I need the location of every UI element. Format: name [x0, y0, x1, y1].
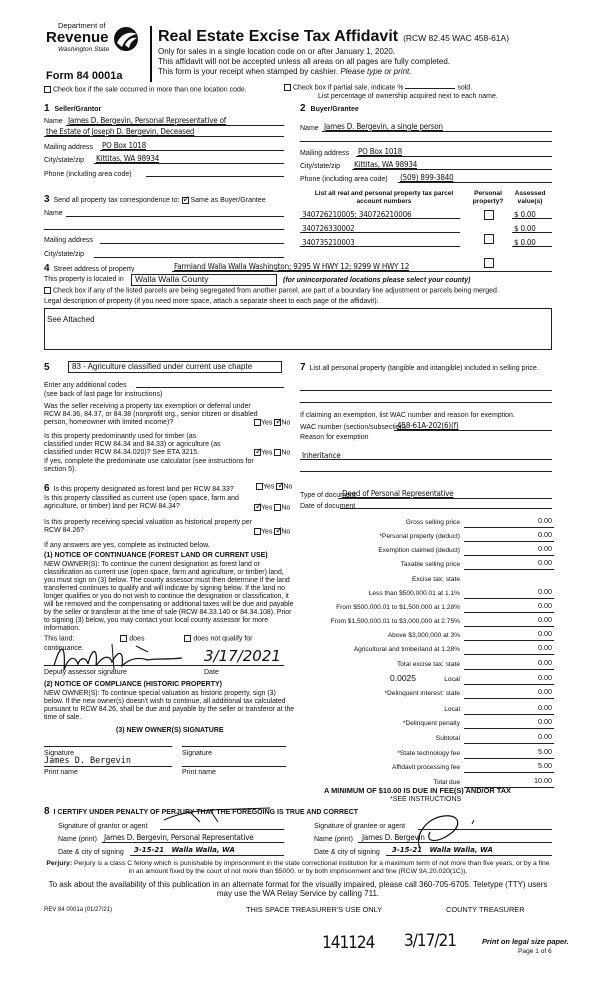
timber-note: If yes, complete the predominate use calculator (see instructions for section 5).: [44, 458, 254, 474]
multi-location-check-row: [44, 86, 247, 94]
wac-value[interactable]: 458-61A-202(6)(f): [397, 421, 459, 430]
dor-swoosh-icon: [109, 25, 143, 53]
seller-num: 1: [44, 103, 50, 114]
does-not-label: does not qualify for: [193, 635, 253, 643]
no-label: No: [283, 483, 293, 491]
partial-sale-label-a: Check box if partial sale, indicate %: [292, 84, 404, 92]
additional-codes-label: Enter any additional codes: [44, 382, 127, 389]
tax-row-value[interactable]: 0.00: [538, 732, 552, 741]
doc-type-value[interactable]: Deed of Personal Representative: [342, 489, 454, 498]
subtitle-2: This affidavit will not be accepted unless all areas on all pages are fully completed.: [158, 57, 451, 66]
seller-title: Seller/Grantor: [54, 106, 102, 113]
same-as-buyer-label: Same as Buyer/Grantee: [190, 197, 266, 204]
forest-question: Is this property designated as forest land per RCW 84.33?: [53, 486, 234, 493]
yes-label: Yes: [261, 504, 273, 512]
title-block: [158, 28, 509, 46]
correspondence-row: [44, 194, 266, 206]
corr-name-field[interactable]: [66, 208, 284, 217]
section7-label: List all personal property (tangible and intangible) included in selling price.: [309, 365, 539, 372]
exemption-no-checkbox[interactable]: [274, 419, 281, 426]
seller-name-line2[interactable]: the Estate of Joseph D. Bergevin, Deceased: [46, 127, 195, 136]
tax-row-label: Gross selling price: [405, 519, 460, 526]
legal-description-field[interactable]: See Attached: [44, 308, 552, 350]
assessor-sig-label: Deputy assessor signature: [44, 669, 127, 676]
form-number: Form 84 0001a: [46, 70, 123, 82]
doc-type-label: Type of document: [300, 492, 356, 499]
owner-print-value[interactable]: James D. Bergevin: [44, 756, 131, 766]
tax-row-label: Local: [444, 706, 460, 713]
buyer-name-value[interactable]: James D. Bergevin, a single person: [324, 122, 443, 131]
seller-city-label: City/state/zip: [44, 157, 85, 164]
tax-row-value[interactable]: 0.00: [538, 687, 552, 696]
subtitle-1: Only for sales in a single location code on or after January 1, 2020.: [158, 47, 396, 56]
yes-label: Yes: [261, 449, 273, 457]
tax-row-label: Local: [444, 676, 460, 683]
multi-location-checkbox[interactable]: [44, 86, 51, 93]
parcels-col3-header: Assessed value(s): [514, 190, 546, 205]
buyer-phone-label: Phone (including area code): [300, 176, 388, 183]
timber-question: Is this property predominantly used for timber (as classified under RCW 84.34 and 84.33) or agriculture (as classified under RCW 84.34.020)? See ETA 3215.: [44, 433, 221, 457]
forest-no-checkbox[interactable]: [276, 483, 283, 490]
multi-location-label: Check box if the sale occurred in more than one location code.: [52, 86, 247, 94]
partial-sale-check-row: [284, 84, 472, 92]
certify-label: I CERTIFY UNDER PENALTY OF PERJURY THAT THE FOREGOING IS TRUE AND CORRECT: [53, 809, 359, 816]
parcel-number[interactable]: 340726330002: [302, 224, 355, 233]
this-land-label: This land:: [44, 635, 75, 643]
partial-sale-percent-field[interactable]: [405, 88, 455, 89]
no-label: No: [281, 419, 291, 427]
exemption-yes-no: [254, 419, 290, 427]
owner2-signature-label: Signature: [182, 750, 212, 757]
historic-yes-checkbox[interactable]: [254, 528, 261, 535]
forest-row: [44, 483, 234, 495]
continuance-label: continuance.: [44, 645, 84, 652]
doc-date-label: Date of document: [300, 503, 356, 510]
boundary-label: Check box if any of the listed parcels are being segregated from another parcel, are part of a boundary line adjustment or parcels being merged.: [52, 287, 499, 295]
personal-property-checkbox[interactable]: [484, 210, 494, 220]
buyer-name-label: Name: [300, 125, 319, 132]
assessor-date[interactable]: 3/17/2021: [204, 647, 281, 665]
buyer-city-value[interactable]: Kittitas, WA 98934: [354, 160, 418, 169]
seller-mailing-value[interactable]: PO Box 1018: [102, 141, 147, 150]
tax-row-label: Above $3,000,000 at 3%: [387, 632, 460, 639]
boundary-row: [44, 287, 499, 295]
grantee-sig-label: Signature of grantee or agent: [314, 823, 406, 830]
timber-yes-checkbox[interactable]: [254, 449, 261, 456]
tax-row-label: Subtotal: [435, 735, 460, 742]
local-rate-value[interactable]: 0.0025: [390, 673, 416, 683]
grantor-date-city-value[interactable]: 3-15-21 Walla Walla, WA: [134, 846, 235, 854]
if-yes-note: If any answers are yes, complete as instructed below.: [44, 542, 210, 549]
boundary-checkbox[interactable]: [44, 287, 51, 294]
reason-label: Reason for exemption: [300, 434, 369, 441]
tax-row-label: Excise tax: state: [411, 576, 460, 583]
current-use-no-checkbox[interactable]: [274, 504, 281, 511]
see-back-label: (see back of last page for instructions): [44, 391, 163, 398]
tax-row-value[interactable]: 10.00: [534, 776, 552, 785]
tax-row-value[interactable]: 0.00: [538, 658, 552, 667]
historic-yes-no: [254, 528, 290, 536]
does-label: does: [129, 635, 145, 643]
buyer-phone-value[interactable]: (509) 899-3840: [400, 173, 454, 182]
tax-row-value[interactable]: 0.00: [538, 516, 552, 525]
tax-row-label: Affidavit processing fee: [391, 764, 460, 771]
owner2-signature-line[interactable]: [182, 745, 286, 747]
tax-row-value[interactable]: 5.00: [538, 747, 552, 756]
grantee-date-city-value[interactable]: 3-15-21 Walla Walla, WA: [392, 846, 493, 854]
personal-property-checkbox[interactable]: [484, 234, 494, 244]
timber-no-checkbox[interactable]: [274, 449, 281, 456]
current-use-yes-no: [254, 504, 290, 512]
assessed-value[interactable]: $ 0.00: [514, 238, 536, 247]
treasurer-receipt-date: 3/17/21: [404, 931, 456, 951]
personal-property-field[interactable]: [300, 383, 552, 391]
partial-sale-label-b: sold.: [457, 84, 473, 92]
yes-label: Yes: [261, 419, 273, 427]
section7-heading: [300, 362, 552, 374]
wac-label: WAC number (section/subsection): [300, 424, 406, 431]
seller-name-label: Name: [44, 118, 63, 125]
parcels-col2-header: Personal property?: [472, 190, 504, 205]
timber-yes-no: [254, 449, 290, 457]
tax-row-label: *Delinquent penalty: [402, 720, 460, 727]
buyer-heading: [300, 103, 359, 115]
grantor-print-value[interactable]: James D. Bergevin, Personal Representative: [104, 833, 254, 842]
new-owner-title: (3) NEW OWNER(S) SIGNATURE: [116, 727, 224, 734]
header-divider: [150, 26, 152, 82]
no-label: No: [281, 449, 291, 457]
tax-row-label: Less than $500,000.01 at 1.1%: [368, 590, 460, 597]
tax-row-label: *Delinquent interest: state: [384, 690, 460, 697]
buyer-mailing-value[interactable]: PO Box 1018: [358, 147, 403, 156]
county-select[interactable]: Walla Walla County: [131, 274, 277, 286]
property-num: 4: [44, 263, 50, 274]
rev-number: REV 84 0001a (01/27/21): [44, 907, 113, 913]
seller-city-value[interactable]: Kittitas, WA 98934: [96, 154, 160, 163]
seller-phone-field[interactable]: [146, 170, 284, 177]
street-label: Street address of property: [53, 266, 135, 273]
exemption-question: Was the seller receiving a property tax exemption or deferral under RCW 84.36, 84.37, or 84.38 (nonprofit org., senior citizen or disabled person, homeowner with limited income)?: [44, 403, 258, 427]
tax-row-label: Total due: [433, 779, 460, 786]
county-treasurer: COUNTY TREASURER: [446, 905, 525, 914]
assessed-value[interactable]: $ 0.00: [514, 210, 536, 219]
perjury-text: Perjury is a class C felony which is punishable by imprisonment in the state correctional institution for a maximum term of not more than five years, or by a fine in an amount fixed by the court of not more than $5000, or by both imprisonment and fine (RCW 9A.20.020(1C)).: [73, 860, 550, 875]
yes-label: Yes: [263, 483, 275, 491]
legal-label: Legal description of property (if you need more space, attach a separate sheet to each page of the affidavit).: [44, 298, 379, 305]
section5-num: 5: [44, 362, 50, 373]
perjury-label: Perjury:: [46, 860, 73, 867]
corr-city-field[interactable]: [94, 249, 284, 258]
partial-sale-checkbox[interactable]: [284, 84, 291, 91]
tax-row-label: *State technology fee: [397, 750, 460, 757]
minimum-due-note: A MINIMUM OF $10.00 IS DUE IN FEE(S) AND/OR TAX: [324, 786, 511, 795]
dor-logo: [44, 22, 144, 70]
assessed-value[interactable]: $ 0.00: [514, 224, 536, 233]
grantor-signature: [160, 806, 280, 824]
seller-phone-label: Phone (including area code): [44, 171, 132, 178]
tax-row-value[interactable]: 0.00: [538, 530, 552, 539]
seller-mailing-label: Mailing address: [44, 144, 94, 151]
legal-paper-note: Print on legal size paper.: [482, 937, 569, 946]
no-label: No: [281, 528, 291, 536]
parcel-number[interactable]: 340735210003: [302, 238, 355, 247]
tax-row-value[interactable]: 5.00: [538, 761, 552, 770]
seller-name-line1[interactable]: James D. Bergevin, Personal Representative of: [68, 116, 227, 125]
owner2-print-label: Print name: [182, 769, 216, 776]
corr-city-label: City/state/zip: [44, 251, 85, 258]
grantor-date-city-label: Date & city of signing: [58, 849, 124, 856]
perjury-note: [44, 860, 552, 876]
buyer-city-label: City/state/zip: [300, 163, 341, 170]
subtitle-3: [158, 67, 411, 76]
subtitle-3a: This form is your receipt when stamped by cashier.: [158, 67, 339, 76]
tax-row-label: From $500,000.01 to $1,500,000 at 1.28%: [336, 604, 460, 611]
current-use-yes-checkbox[interactable]: [254, 504, 261, 511]
corr-name-label: Name: [44, 210, 63, 217]
tax-row-value[interactable]: 0.00: [538, 703, 552, 712]
grantee-name-label: Name (print): [314, 836, 353, 843]
unincorporated-note: (for unincorporated locations please select your county): [283, 277, 471, 284]
corr-mailing-label: Mailing address: [44, 237, 94, 244]
tax-row-label: Agricultural and timberland at 1.28%: [353, 646, 460, 653]
tax-row-value[interactable]: 0.00: [538, 601, 552, 610]
buyer-mailing-label: Mailing address: [300, 150, 350, 157]
section7-num: 7: [300, 362, 306, 373]
accessibility-note: To ask about the availability of this publication in an alternate format for the visually impaired, please call 360-705-6705. Teletype (TTY) users may use the WA Relay Service by calling 711.: [48, 880, 548, 899]
treasurer-receipt-number: 141124: [322, 933, 375, 953]
parcels-col1-header: List all real and personal property tax parcel account numbers: [314, 190, 454, 205]
land-use-select[interactable]: 83 - Agriculture classified under current use chapte: [68, 361, 282, 373]
dept-line2: Revenue: [46, 29, 109, 46]
yes-label: Yes: [261, 528, 273, 536]
correspondence-label: Send all property tax correspondence to:: [53, 197, 180, 204]
subtitle-3b: Please type or print.: [340, 67, 412, 76]
notice1-title: (1) NOTICE OF CONTINUANCE (FOREST LAND OR CURRENT USE): [44, 552, 268, 559]
partial-sale-note: List percentage of ownership acquired next to each name.: [318, 93, 498, 100]
no-label: No: [281, 504, 291, 512]
tax-row-value[interactable]: 0.00: [538, 544, 552, 553]
section8-num: 8: [44, 806, 50, 817]
grantor-sig-label: Signature of grantor or agent: [58, 823, 148, 830]
page-number: Page 1 of 6: [518, 948, 552, 955]
notice1-body: NEW OWNER(S): To continue the current designation as forest land or classification as current use (open space, farm and agriculture, or timber) land, you must sign on (3) below. The county assessor must then determine if the land transferred continues to qualify and will indicate by signing below. If the land no longer qualifies or you do not wish to continue the designation or classification, it will be removed and the compensating or additional taxes will be due and payable by the seller or transferor at the time of sale (RCW 84.33.140 or 84.34.108). Prior to signing (3) below, you may contact your local county assessor for more information.: [44, 561, 294, 632]
buyer-num: 2: [300, 103, 306, 114]
form-citation: (RCW 82.45 WAC 458-61A): [403, 33, 510, 43]
section6-num: 6: [44, 483, 50, 494]
parcel-number[interactable]: 340726210005; 340726210006: [302, 210, 412, 219]
tax-row-value[interactable]: 0.00: [538, 643, 552, 652]
grantee-print-value[interactable]: James D. Bergevin: [362, 833, 425, 842]
exemption-label: If claiming an exemption, list WAC number and reason for exemption.: [300, 412, 515, 419]
street-row: [44, 263, 134, 275]
tax-row-label: Exemption claimed (deduct): [378, 547, 460, 554]
reason-value[interactable]: Inheritance: [302, 451, 341, 460]
treasurer-only: THIS SPACE TREASURER'S USE ONLY: [246, 905, 383, 914]
same-as-buyer-checkbox[interactable]: [182, 197, 189, 204]
historic-question: Is this property receiving special valuation as historical property per RCW 84.26?: [44, 519, 253, 535]
dept-line3: Washington State: [58, 46, 110, 53]
forest-yes-no: [256, 483, 292, 491]
seller-heading: [44, 103, 101, 115]
tax-row-label: Taxable selling price: [400, 561, 460, 568]
buyer-title: Buyer/Grantee: [310, 106, 359, 113]
additional-codes-field[interactable]: [136, 380, 284, 388]
tax-row-label: From $1,500,000.01 to $3,000,000 at 2.75%: [330, 618, 460, 625]
owner2-print-field[interactable]: [182, 765, 286, 767]
tax-row-value[interactable]: 0.00: [538, 717, 552, 726]
tax-row-label: *Personal property (deduct): [379, 533, 460, 540]
historic-no-checkbox[interactable]: [274, 528, 281, 535]
current-use-question: Is this property classified as current use (open space, farm and agriculture, or timber) land per RCW 84.34?: [44, 495, 239, 511]
correspondence-num: 3: [44, 194, 50, 205]
doc-date-field[interactable]: [340, 502, 552, 509]
assessor-date-label: Date: [204, 669, 219, 676]
street-value[interactable]: Farmland Walla Walla Washington; 9295 W HWY 12; 9299 W HWY 12: [174, 262, 410, 271]
tax-row-label: Total excise tax: state: [396, 661, 460, 668]
located-label: This property is located in: [44, 276, 124, 283]
tax-row-value[interactable]: 0.00: [538, 615, 552, 624]
grantee-date-city-label: Date & city of signing: [314, 849, 380, 856]
forest-yes-checkbox[interactable]: [256, 483, 263, 490]
form-title: Real Estate Excise Tax Affidavit: [158, 28, 399, 45]
see-instructions-note: *SEE INSTRUCTIONS: [390, 796, 462, 803]
dept-line1: Department of: [58, 21, 106, 30]
tax-row-value[interactable]: 0.00: [538, 673, 552, 682]
corr-mailing-field[interactable]: [100, 235, 284, 244]
tax-row-value[interactable]: 0.00: [538, 587, 552, 596]
owner-signature-label: Signature: [44, 750, 74, 757]
owner-signature-line[interactable]: [44, 745, 172, 747]
tax-row-value[interactable]: 0.00: [538, 558, 552, 567]
tax-row-value[interactable]: 0.00: [538, 629, 552, 638]
owner-print-label: Print name: [44, 769, 78, 776]
notice2-title: (2) NOTICE OF COMPLIANCE (HISTORIC PROPERTY): [44, 681, 222, 688]
exemption-yes-checkbox[interactable]: [254, 419, 261, 426]
grantor-name-label: Name (print): [58, 836, 97, 843]
notice2-body: NEW OWNER(S): To continue special valuation as historic property, sign (3) below. If the new owner(s) doesn't wish to continue, all additional tax calculated pursuant to RCW 84.26, shall be due and payable by the seller or transferor at the time of sale.: [44, 690, 295, 721]
